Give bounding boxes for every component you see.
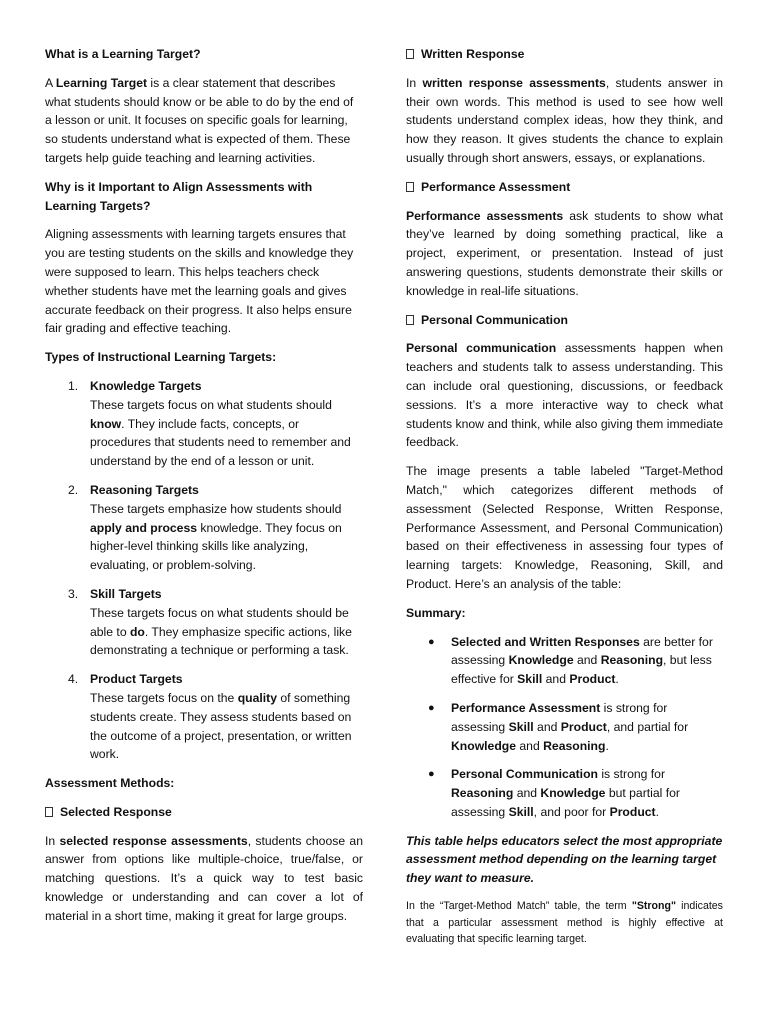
summary-item-personal: ● Personal Communication is strong for Reasoning and Knowledge but partial for assessing Skill, and poor for Product. [428,767,680,819]
table-analysis-paragraph: The image presents a table labeled "Target-Method Match," which categorizes different methods of assessment (Selected Response, Written Response, Performance Assessment, and Personal Communication) based on their effectiveness in assessing four types of learning targets: Knowledge, Reasoning, Skill, and Product. Here’s an analysis of the table: [406,464,723,591]
heading-personal-communication: Personal Communication [406,311,723,330]
bullet-icon: ● [428,701,435,714]
heading-performance-assessment: Performance Assessment [406,178,723,197]
performance-paragraph: Performance assessments ask students to show what they’ve learned by doing something practical, like a project, experiment, or presentation. Instead of just answering questions, students demonstrate their skills or knowledge in real-life situations. [406,208,724,298]
heading-learning-target: What is a Learning Target? [45,47,201,61]
bullet-icon: ● [428,768,435,781]
heading-summary: Summary: [406,605,466,620]
bullet-icon: ● [428,635,435,648]
written-response-paragraph: In written response assessments, students answer in their own words. This method is used to see how well students understand complex ideas, how they think, and how they reason. It gives students the chance to explain usually through short answers, essays, or explanations. [406,75,723,165]
list-item-product-targets: 4. Product Targets These targets focus on the quality of something students create. They assess students based on the outcome of a project, presentation, or written work. [68,672,352,762]
learning-target-paragraph: A Learning Target is a clear statement that describes what students should know or be able to do by the end of a lesson or unit. It focuses on specific goals for learning, so students understand what is expected of them. These targets help guide teaching and learning activities. [45,75,354,165]
list-item-skill-targets: 3. Skill Targets These targets focus on what students should be able to do. They emphasize specific actions, like demonstrating a technique or performing a task. [68,586,352,658]
summary-list [406,633,723,822]
checkbox-glyph-icon [406,49,414,59]
checkbox-glyph-icon [406,315,414,325]
list-item-reasoning-targets: 2. Reasoning Targets These targets emphasize how students should apply and process knowledge. They focus on higher-level thinking skills like analyzing, evaluating, or problem-solving. [68,482,342,573]
summary-item-performance: ● Performance Assessment is strong for assessing Skill and Product, and partial for Knowledge and Reasoning. [428,700,689,753]
heading-target-types: Types of Instructional Learning Targets: [45,350,277,365]
heading-written-response: Written Response [406,45,723,64]
heading-why-align: Why is it Important to Align Assessments with Learning Targets? [45,179,313,213]
selected-response-paragraph: In selected response assessments, students choose an answer from options like multiple-choice, true/false, or matching questions. It’s a quick way to test basic knowledge or understanding and can cover a lot of material in a short time, making it great for large groups. [45,833,363,923]
heading-assessment-methods: Assessment Methods: [45,776,175,791]
right-column [406,45,723,948]
list-item-knowledge-targets: 1. Knowledge Targets These targets focus on what students should know. They include facts, concepts, or procedures that students need to remember and understand by the end of a lesson or unit. [68,378,351,469]
heading-selected-response: Selected Response [45,803,363,822]
left-column [45,45,363,936]
personal-communication-paragraph: Personal communication assessments happen when teachers and students talk to assess understanding. This can include oral questioning, discussions, or feedback sessions. It’s a more interactive way to check what students know and think, while also giving them immediate feedback. [406,341,723,450]
summary-item-selected-written: ● Selected and Written Responses are better for assessing Knowledge and Reasoning, but less effective for Skill and Product. [428,634,713,687]
strong-term-note: In the “Target-Method Match” table, the term "Strong" indicates that a particular assessment method is highly effective at evaluating that specific learning target. [406,900,723,946]
align-paragraph: Aligning assessments with learning targets ensures that you are testing students on the skills and knowledge they were supposed to learn. This helps teachers check whether students have met the learning goals and gives accurate feedback on their progress. It also helps ensure fair grading and effective teaching. [45,227,354,336]
checkbox-glyph-icon [45,807,53,817]
target-types-list [45,377,363,764]
checkbox-glyph-icon [406,182,414,192]
closing-statement: This table helps educators select the most appropriate assessment method depending on the learning target they want to measure. [406,833,723,886]
